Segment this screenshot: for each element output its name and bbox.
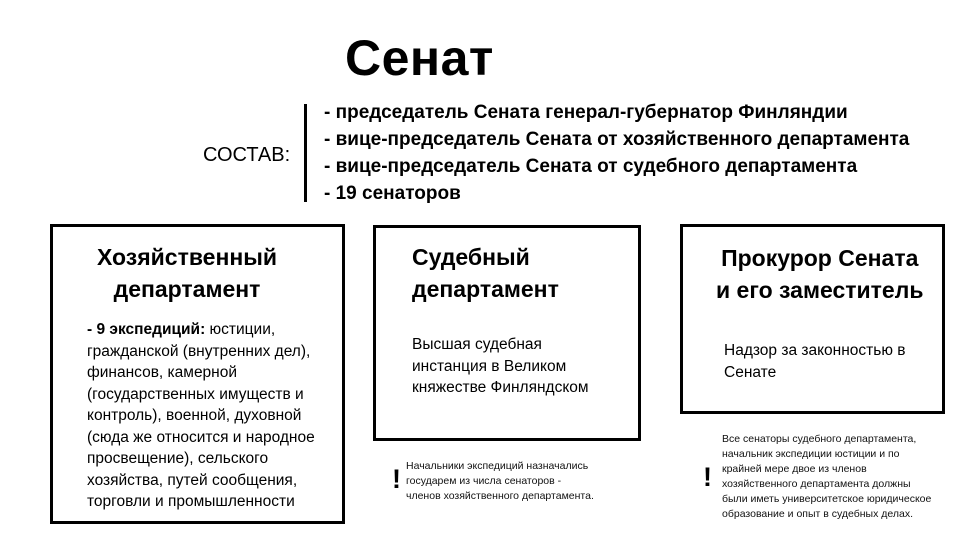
economic-department-box: [50, 224, 345, 524]
composition-divider: [304, 104, 307, 202]
expeditions-count: - 9 экспедиций:: [87, 321, 206, 338]
judicial-department-description: Высшая судебная инстанция в Великом княжестве Финляндском: [412, 336, 589, 396]
prosecutor-box: [680, 224, 945, 414]
note-judicial-requirements: Все сенаторы судебного департамента, начальник экспедиции юстиции и по крайней мере двое из членов хозяйственного департамента должны были иметь университетское юридическое образование и опыт в судебных делах.: [722, 433, 932, 520]
economic-department-title: Хозяйственный департамент: [97, 244, 278, 302]
composition-label: СОСТАВ:: [203, 144, 291, 166]
prosecutor-description: Надзор за законностью в Сенате: [724, 342, 906, 381]
prosecutor-title: Прокурор Сената и его заместитель: [716, 245, 924, 303]
economic-department-description: [87, 319, 337, 513]
note-expedition-heads: Начальники экспедиций назначались государем из числа сенаторов - членов хозяйственного департамента.: [406, 460, 594, 502]
exclamation-icon: !: [703, 462, 712, 492]
exclamation-icon: !: [392, 464, 401, 494]
composition-item: - вице-председатель Сената от хозяйственного департамента: [324, 129, 910, 150]
expeditions-list: юстиции, гражданской (внутренних дел), финансов, камерной (государственных имуществ и контроль), военной, духовной (сюда же относится и народное просвещение), сельского хозяйства, путей сообщения, торговли и промышленности: [87, 321, 315, 510]
page-title: Сенат: [345, 30, 494, 86]
judicial-department-box: [373, 225, 641, 441]
judicial-department-title: Судебный департамент: [412, 244, 559, 302]
composition-item: - 19 сенаторов: [324, 183, 461, 204]
composition-item: - вице-председатель Сената от судебного департамента: [324, 156, 858, 177]
composition-list: [324, 99, 909, 207]
composition-item: - председатель Сената генерал-губернатор Финляндии: [324, 102, 848, 123]
